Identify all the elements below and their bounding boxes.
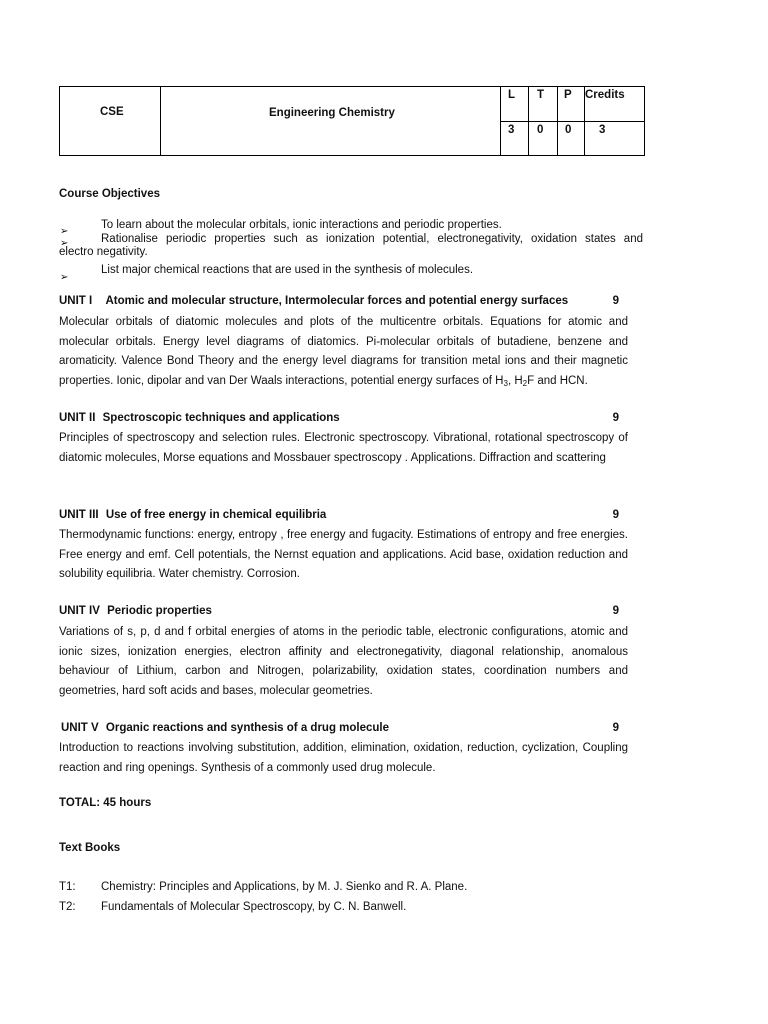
textbook-entry: Chemistry: Principles and Applications, by M. J. Sienko and R. A. Plane. bbox=[101, 881, 468, 893]
unit-body: Variations of s, p, d and f orbital energies of atoms in the periodic table, electronic configurations, atomic and ionic sizes, ionization energies, electron affinity and electronegativity, diagonal relationship, anomalous behaviour of Lithium, carbon and Nitrogen, polarizability, oxidation states, coordination numbers and geometries, hard soft acids and bases, molecular geometries. bbox=[59, 626, 628, 697]
unit-heading bbox=[59, 295, 619, 307]
textbook-code: T1: bbox=[59, 881, 76, 893]
unit-body bbox=[59, 313, 628, 391]
unit-label: UNIT II bbox=[59, 412, 96, 424]
tutorial-value: 0 bbox=[537, 124, 544, 136]
unit-title: Atomic and molecular structure, Intermolecular forces and potential energy surfaces bbox=[105, 295, 569, 307]
unit-body: Introduction to reactions involving substitution, addition, elimination, oxidation, reduction, cyclization, Coupling reaction and ring openings. Synthesis of a commonly used drug molecule. bbox=[59, 742, 628, 774]
textbooks-title: Text Books bbox=[59, 842, 121, 854]
table-divider bbox=[160, 87, 161, 155]
practical-label: P bbox=[564, 89, 572, 101]
unit-body-text: F and HCN. bbox=[527, 374, 588, 387]
lecture-label: L bbox=[508, 89, 516, 101]
bullet-icon: ➢ bbox=[60, 238, 69, 249]
unit-heading bbox=[59, 605, 619, 617]
unit-heading bbox=[59, 412, 619, 424]
unit-label: UNIT III bbox=[59, 509, 99, 521]
objective-item: Rationalise periodic properties such as ionization potential, electronegativity, oxidation states and bbox=[101, 233, 643, 245]
unit-heading bbox=[61, 722, 619, 734]
objective-item: List major chemical reactions that are used in the synthesis of molecules. bbox=[101, 264, 474, 276]
objective-item: To learn about the molecular orbitals, ionic interactions and periodic properties. bbox=[101, 219, 502, 231]
unit-hours: 9 bbox=[612, 722, 619, 734]
unit-title: Organic reactions and synthesis of a drug molecule bbox=[105, 722, 390, 734]
unit-heading bbox=[59, 509, 619, 521]
unit-hours: 9 bbox=[612, 295, 619, 307]
credits-label: Credits bbox=[585, 89, 625, 101]
unit-body: Thermodynamic functions: energy, entropy , free energy and fugacity. Estimations of entropy and free energies. Free energy and emf. Cell potentials, the Nernst equation and applications. Acid base, oxidation reduction and solubility equilibria. Water chemistry. Corrosion. bbox=[59, 529, 628, 580]
subscript: 3 bbox=[503, 378, 508, 388]
subscript: 2 bbox=[522, 378, 528, 388]
formula-h2f: H bbox=[514, 374, 523, 387]
bullet-icon: ➢ bbox=[60, 272, 69, 283]
unit-title: Periodic properties bbox=[107, 605, 212, 617]
total-hours: TOTAL: 45 hours bbox=[59, 797, 152, 809]
objective-item-continued: electro negativity. bbox=[59, 246, 148, 258]
unit-label: UNIT I bbox=[59, 295, 93, 307]
unit-title: Use of free energy in chemical equilibria bbox=[105, 509, 327, 521]
unit-label: UNIT V bbox=[61, 722, 99, 734]
unit-hours: 9 bbox=[612, 412, 619, 424]
unit-hours: 9 bbox=[612, 509, 619, 521]
dept-code: CSE bbox=[100, 106, 124, 118]
unit-title: Spectroscopic techniques and applications bbox=[102, 412, 340, 424]
separator: , bbox=[507, 374, 515, 387]
unit-body: Principles of spectroscopy and selection rules. Electronic spectroscopy. Vibrational, rotational spectroscopy of diatomic molecules, Morse equations and Mossbauer spectroscopy . Applications. Diffraction and scattering bbox=[59, 432, 628, 464]
textbook-code: T2: bbox=[59, 901, 76, 913]
course-header-table bbox=[59, 86, 645, 156]
unit-hours: 9 bbox=[612, 605, 619, 617]
unit-label: UNIT IV bbox=[59, 605, 100, 617]
practical-value: 0 bbox=[565, 124, 572, 136]
bullet-icon: ➢ bbox=[60, 226, 69, 237]
textbook-entry: Fundamentals of Molecular Spectroscopy, by C. N. Banwell. bbox=[101, 901, 407, 913]
tutorial-label: T bbox=[537, 89, 545, 101]
unit-body-text: Molecular orbitals of diatomic molecules and plots of the multicentre orbitals. Equations for atomic and molecular orbitals. Energy level diagrams of diatomics. Pi-molecular orbitals of butadiene, benzene and aromaticity. Valence Bond Theory and the energy level diagrams for transition metal ions and their magnetic properties. Ionic, dipolar and van Der Waals interactions, potential energy surfaces of bbox=[59, 316, 628, 387]
formula-h3: H bbox=[495, 374, 504, 387]
lecture-value: 3 bbox=[508, 124, 515, 136]
credits-value: 3 bbox=[599, 124, 606, 136]
table-divider bbox=[500, 121, 644, 122]
objectives-title: Course Objectives bbox=[59, 188, 160, 200]
course-title: Engineering Chemistry bbox=[269, 107, 395, 119]
